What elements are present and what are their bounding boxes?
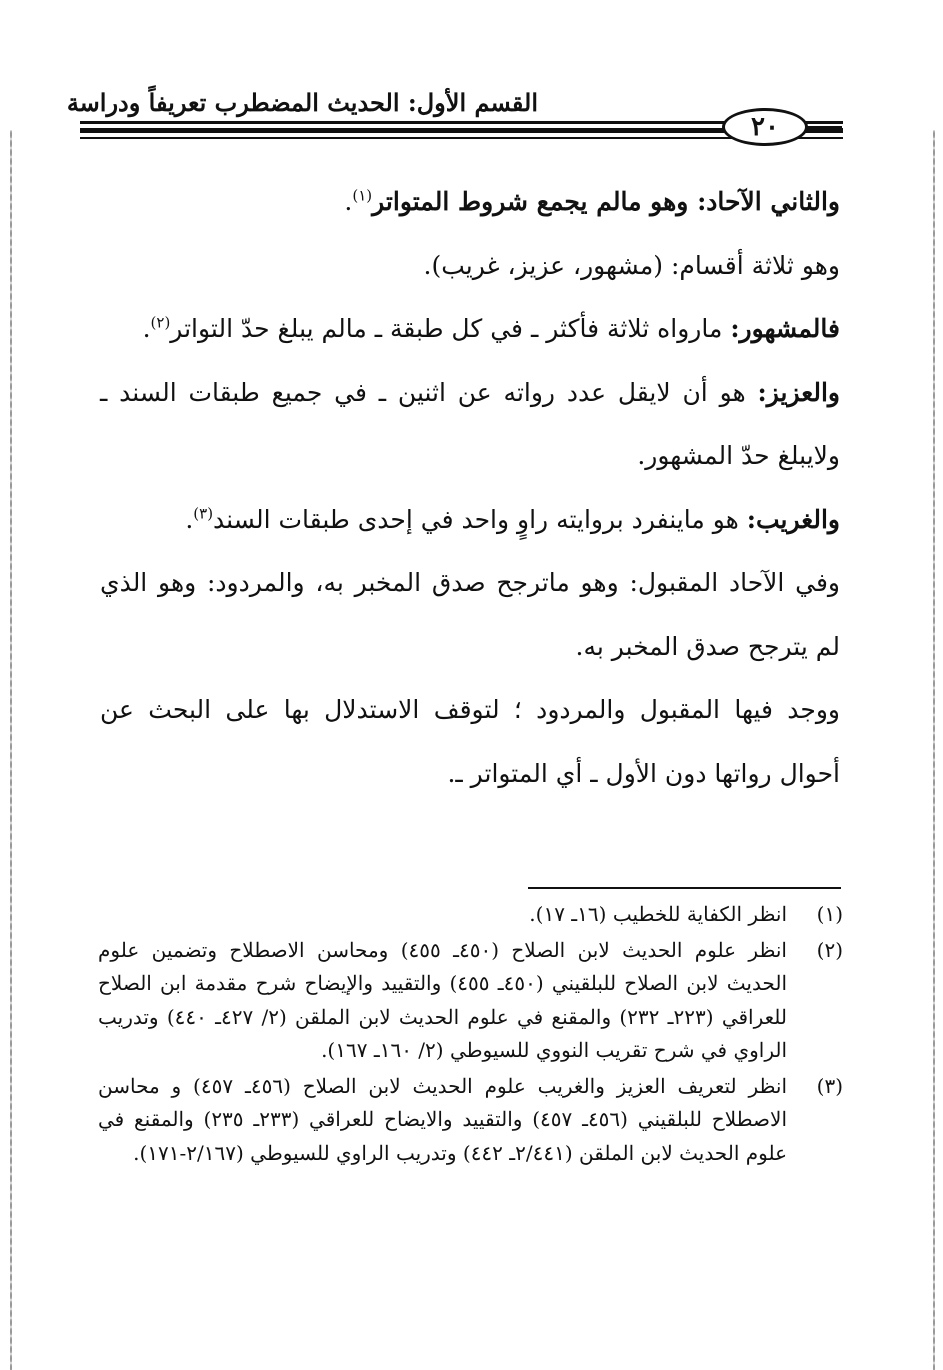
divisions-text: وهو ثلاثة أقسام: (مشهور، عزيز، غريب). bbox=[423, 250, 840, 280]
term-gharib: والغريب: bbox=[746, 504, 840, 534]
definition-aziz: هو أن لايقل عدد رواته عن اثنين ـ في جميع طبقات السند ـ ولايبلغ حدّ المشهور. bbox=[100, 377, 840, 470]
paragraph-aziz bbox=[100, 361, 840, 488]
definition-ahad: وهو مالم يجمع شروط المتواتر bbox=[372, 187, 698, 216]
footnote-marker-3[interactable]: (٣) bbox=[193, 504, 214, 523]
footnote-number: (٢) bbox=[816, 937, 843, 962]
footnote-2 bbox=[98, 934, 843, 1068]
footnote-1 bbox=[98, 898, 843, 932]
definition-gharib: هو ماينفرد بروايته راوٍ واحد في إحدى طبقات السند bbox=[213, 504, 747, 534]
reason-text: ووجد فيها المقبول والمردود ؛ لتوقف الاستدلال بها على البحث عن أحوال رواتها دون الأول ـ أي المتواتر ـ. bbox=[100, 695, 840, 788]
page-number: ٢٠ bbox=[722, 108, 808, 146]
paragraph-ahad bbox=[100, 170, 840, 234]
paragraph-gharib bbox=[100, 488, 840, 552]
paragraph-reason bbox=[100, 678, 840, 805]
footnote-text: انظر الكفاية للخطيب (١٦ـ ١٧). bbox=[529, 902, 787, 926]
punctuation: . bbox=[142, 314, 151, 343]
footnote-marker-1[interactable]: (١) bbox=[352, 186, 373, 205]
paragraph-divisions bbox=[100, 234, 840, 298]
punctuation: . bbox=[185, 504, 194, 534]
footnote-text: انظر علوم الحديث لابن الصلاح (٤٥٠ـ ٤٥٥) ومحاسن الاصطلاح وتضمين علوم الحديث لابن الصلاح للبلقيني (٤٥٠ـ ٤٥٥) والتقييد والإيضاح شرح مقدمة ابن الصلاح للعراقي (٢٢٣ـ ٢٣٢) والمقنع في علوم الحديث لابن الملقن (٢/ ٤٢٧ـ ٤٤٠) وتدريب الراوي في شرح تقريب النووي للسيوطي (٢/ ١٦٠ـ ١٦٧). bbox=[98, 937, 788, 1062]
footnote-3 bbox=[98, 1070, 843, 1171]
running-header-title: القسم الأول: الحديث المضطرب تعريفاً ودراسة bbox=[66, 88, 538, 117]
main-text bbox=[100, 170, 840, 805]
footnote-number: (٣) bbox=[816, 1073, 843, 1098]
accepted-rejected-text: وفي الآحاد المقبول: وهو ماترجح صدق المخبر به، والمردود: وهو الذي لم يترجح صدق المخبر به. bbox=[100, 568, 840, 661]
term-mashhur: فالمشهور: bbox=[730, 314, 840, 343]
term-aziz: والعزيز: bbox=[757, 377, 840, 407]
term-ahad: والثاني الآحاد: bbox=[697, 187, 840, 216]
footnote-marker-2[interactable]: (٢) bbox=[150, 313, 171, 332]
footnote-text: انظر لتعريف العزيز والغريب علوم الحديث لابن الصلاح (٤٥٦ـ ٤٥٧) و محاسن الاصطلاح للبلقيني (٤٥٦ـ ٤٥٧) والتقييد والايضاح للعراقي (٢٣٣ـ ٢٣٥) والمقنع في علوم الحديث لابن الملقن (٢/٤٤١ـ ٤٤٢) وتدريب الراوي للسيوطي (٢/١٦٧-١٧١). bbox=[98, 1073, 788, 1165]
paragraph-mashhur bbox=[100, 297, 840, 361]
paragraph-accepted-rejected bbox=[100, 551, 840, 678]
footnote-separator bbox=[528, 887, 841, 889]
definition-mashhur: مارواه ثلاثة فأكثر ـ في كل طبقة ـ مالم يبلغ حدّ التواتر bbox=[170, 314, 731, 343]
scan-margin-right bbox=[933, 130, 935, 1370]
page-number-ornament bbox=[806, 126, 842, 130]
scan-margin-left bbox=[10, 130, 12, 1370]
punctuation: . bbox=[344, 187, 353, 216]
footnote-number: (١) bbox=[816, 902, 843, 926]
footnotes bbox=[98, 898, 843, 1172]
